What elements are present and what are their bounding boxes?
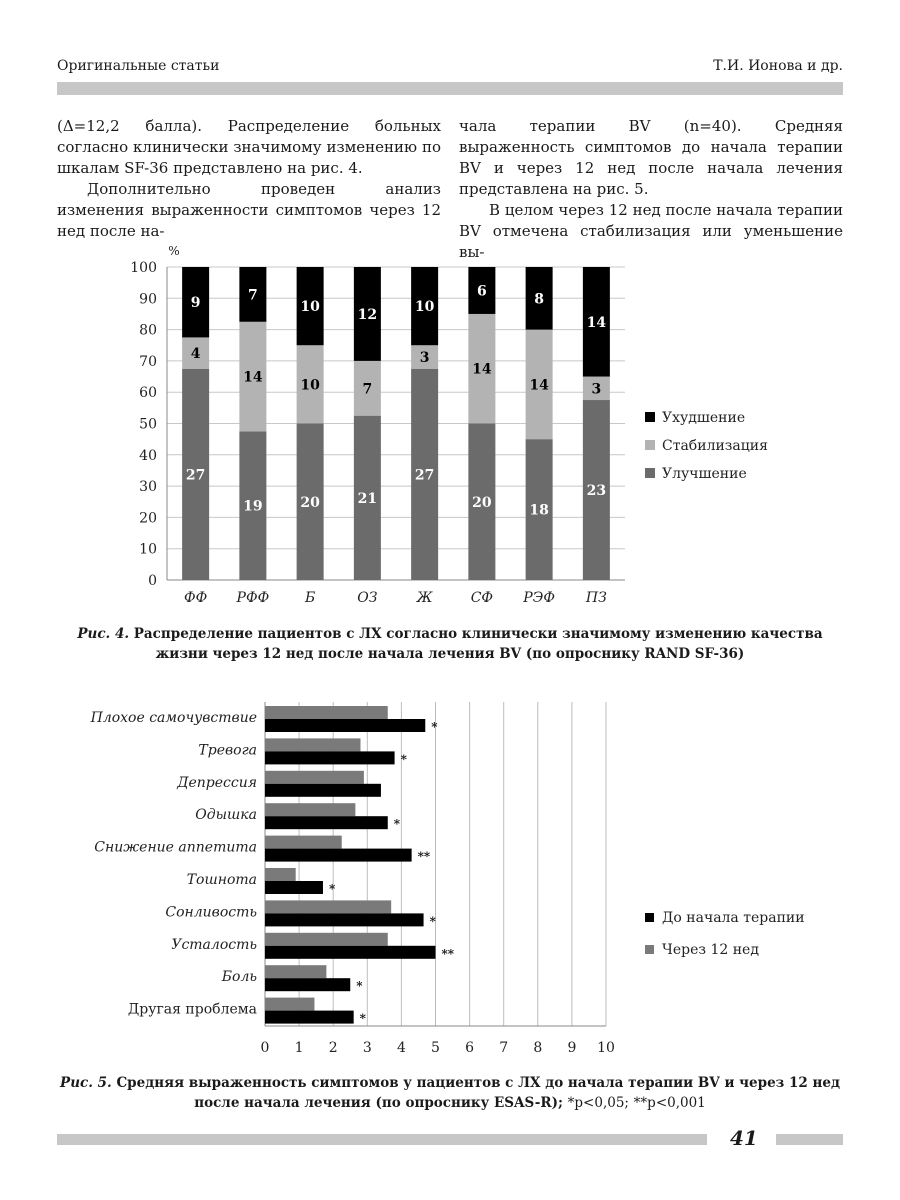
data-label: 21 [357, 490, 378, 507]
significance-marker: * [429, 914, 436, 929]
legend-swatch [645, 468, 655, 478]
x-tick-label: 4 [396, 1040, 406, 1056]
category-label: Одышка [195, 807, 257, 824]
bar-after-12-weeks [265, 836, 342, 849]
category-label: Снижение аппетита [94, 839, 257, 856]
bar-before-therapy [265, 784, 381, 797]
y-tick-label: 40 [139, 447, 157, 464]
bar-after-12-weeks [265, 771, 364, 784]
caption-text: Распределение пациентов с ЛХ согласно клинически значимому изменению качества жизни через 12 нед после начала лечения BV (по опроснику RAND SF-36) [133, 626, 823, 662]
data-label: 9 [190, 295, 201, 312]
data-label: 10 [300, 299, 320, 316]
x-tick-label: 8 [533, 1040, 543, 1056]
x-tick-label: 5 [431, 1040, 440, 1056]
category-label: Боль [221, 969, 257, 986]
x-tick-label: ОЗ [357, 590, 378, 606]
category-label: Тревога [198, 742, 257, 759]
y-tick-label: 80 [139, 322, 157, 339]
footer-bar [776, 1134, 843, 1145]
bar-before-therapy [265, 978, 350, 991]
y-tick-label: 90 [139, 291, 157, 308]
section-title: Оригинальные статьи [57, 58, 220, 74]
paragraph: В целом через 12 нед после начала терапии BV отмечена стабилизация или уменьшение вы- [459, 201, 843, 261]
x-tick-label: РЭФ [523, 590, 556, 606]
paragraph: Дополнительно проведен анализ изменения выраженности симптомов через 12 нед после на- [57, 180, 441, 240]
x-tick-label: РФФ [236, 590, 270, 606]
y-tick-label: 70 [139, 353, 157, 370]
category-label: Другая проблема [127, 1001, 257, 1018]
bar-after-12-weeks [265, 900, 391, 913]
x-tick-label: 6 [465, 1040, 475, 1056]
y-axis-label: % [168, 244, 180, 258]
data-label: 27 [185, 467, 206, 484]
data-label: 18 [529, 502, 549, 519]
legend-label: Через 12 нед [662, 942, 759, 958]
category-label: Депрессия [177, 774, 257, 791]
data-label: 14 [472, 361, 492, 378]
data-label: 20 [300, 494, 320, 511]
bar-before-therapy [265, 751, 395, 764]
legend-swatch [645, 913, 654, 922]
header-rule [57, 82, 843, 95]
significance-marker: * [393, 817, 401, 832]
text-column-left [57, 116, 441, 242]
y-tick-label: 30 [139, 479, 157, 496]
x-tick-label: 7 [499, 1040, 509, 1056]
legend-label: Улучшение [662, 466, 747, 482]
x-tick-label: 9 [567, 1040, 577, 1056]
category-label: Сонливость [165, 904, 257, 921]
figure-4-stacked-bar-chart [0, 235, 900, 615]
bar-before-therapy [265, 1011, 354, 1024]
data-label: 4 [190, 346, 201, 363]
x-tick-label: ФФ [184, 590, 208, 606]
significance-marker: * [328, 882, 336, 896]
x-tick-label: 1 [294, 1040, 304, 1056]
legend-swatch [645, 440, 655, 450]
y-tick-label: 0 [148, 573, 157, 589]
data-label: 14 [529, 377, 549, 394]
x-tick-label: 3 [362, 1040, 372, 1056]
figure-4-caption [60, 624, 840, 664]
y-tick-label: 100 [130, 260, 157, 276]
p-value-2: **p<0,001 [633, 1095, 706, 1111]
x-tick-label: 2 [328, 1040, 338, 1056]
bar-after-12-weeks [265, 706, 388, 719]
authors: Т.И. Ионова и др. [713, 58, 843, 74]
significance-marker: * [356, 979, 363, 994]
data-label: 12 [357, 306, 378, 323]
data-label: 10 [414, 299, 435, 316]
significance-marker: * [431, 720, 438, 734]
bar-before-therapy [265, 913, 424, 926]
significance-marker: ** [441, 946, 455, 961]
bar-after-12-weeks [265, 738, 360, 751]
data-label: 6 [477, 283, 487, 300]
data-label: 23 [586, 483, 607, 500]
legend-label: Стабилизация [662, 438, 768, 454]
category-label: Плохое самочувствие [90, 710, 257, 726]
x-tick-label: 0 [260, 1040, 270, 1056]
footer-bar [57, 1134, 707, 1145]
significance-marker: ** [417, 849, 431, 864]
figure-number: Рис. 5. [60, 1075, 112, 1091]
bar-before-therapy [265, 849, 412, 862]
data-label: 8 [534, 291, 544, 308]
bar-before-therapy [265, 881, 323, 894]
data-label: 27 [414, 467, 435, 484]
data-label: 14 [586, 314, 607, 331]
y-tick-label: 60 [139, 385, 157, 402]
category-label: Усталость [171, 936, 257, 953]
significance-marker: * [400, 752, 407, 767]
data-label: 20 [472, 494, 492, 511]
y-tick-label: 10 [139, 541, 157, 558]
page-number: 41 [730, 1126, 758, 1150]
bar-before-therapy [265, 816, 388, 829]
data-label: 7 [248, 287, 258, 304]
y-tick-label: 20 [139, 510, 157, 527]
data-label: 19 [243, 498, 263, 515]
x-tick-label: 10 [597, 1040, 615, 1056]
bar-after-12-weeks [265, 998, 314, 1011]
data-label: 7 [362, 381, 373, 398]
figure-5-horizontal-bar-chart [0, 690, 900, 1065]
legend-swatch [645, 945, 654, 954]
running-header [57, 58, 843, 82]
x-tick-label: СФ [470, 590, 494, 606]
data-label: 10 [300, 377, 320, 394]
figure-5-caption [60, 1073, 840, 1113]
bar-after-12-weeks [265, 933, 388, 946]
bar-after-12-weeks [265, 965, 326, 978]
y-tick-label: 50 [139, 416, 157, 433]
paragraph: (Δ=12,2 балла). Распределение больных согласно клинически значимому изменению по шкалам SF-36 представлено на рис. 4. [57, 117, 441, 177]
category-label: Тошнота [186, 872, 257, 888]
bar-before-therapy [265, 946, 436, 959]
significance-marker: * [359, 1011, 366, 1026]
x-tick-label: Б [304, 590, 316, 606]
bar-after-12-weeks [265, 803, 355, 816]
data-label: 3 [591, 381, 602, 398]
figure-number: Рис. 4. [77, 626, 130, 642]
x-tick-label: ПЗ [585, 590, 607, 606]
paragraph: чала терапии BV (n=40). Средняя выраженность симптомов до начала терапии BV и через 12 нед после начала лечения представлена на рис. 5. [459, 117, 843, 198]
legend-label: Ухудшение [662, 410, 746, 426]
legend-swatch [645, 412, 655, 422]
legend-label: До начала терапии [662, 910, 805, 926]
data-label: 14 [243, 369, 263, 386]
caption-text: Средняя выраженность симптомов у пациентов с ЛХ до начала терапии BV и через 12 нед после начала лечения (по опроснику ESAS-R); [116, 1075, 840, 1111]
data-label: 3 [419, 349, 430, 366]
bar-after-12-weeks [265, 868, 296, 881]
bar-before-therapy [265, 719, 425, 732]
x-tick-label: Ж [416, 590, 433, 606]
p-value-1: *p<0,05; [567, 1095, 629, 1111]
